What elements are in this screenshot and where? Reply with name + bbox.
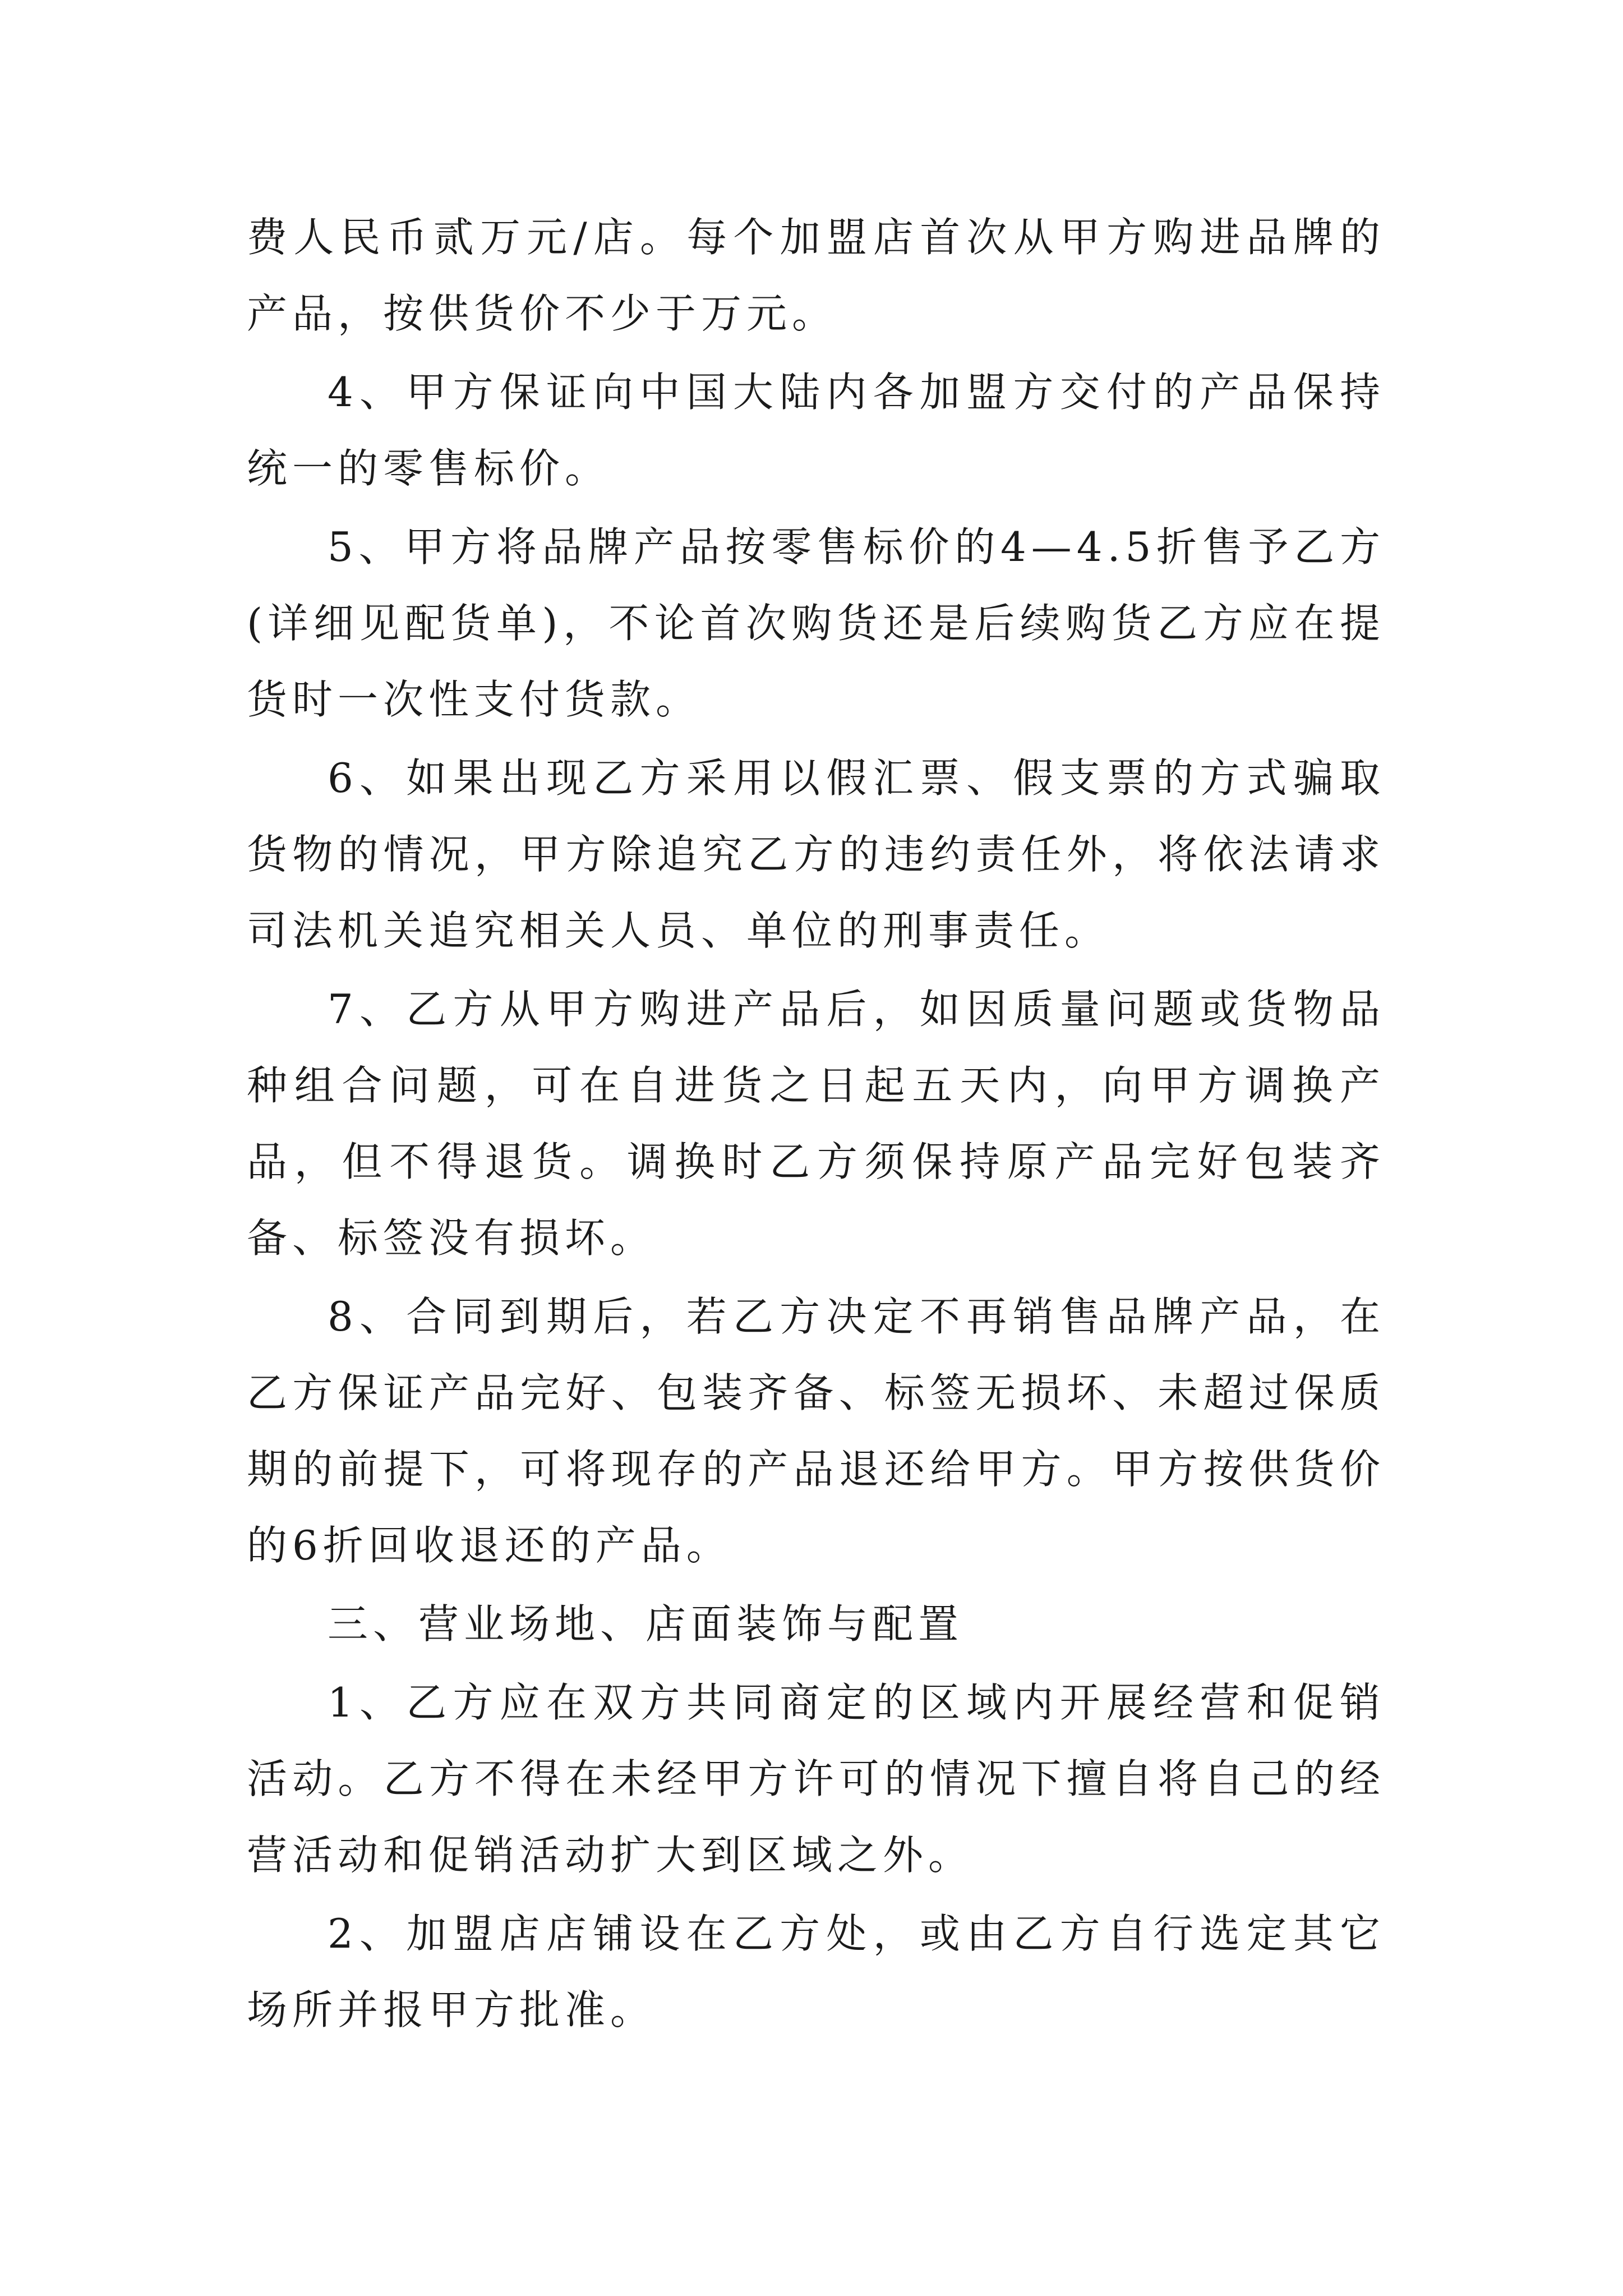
clause-5: 5、甲方将品牌产品按零售标价的4—4.5折售予乙方(详细见配货单)，不论首次购货还是后续购货乙方应在提货时一次性支付货款。: [247, 523, 1385, 723]
paragraph-fee: 费人民币贰万元/店。每个加盟店首次从甲方购进品牌的产品，按供货价不少于万元。: [247, 214, 1385, 337]
clause-7: 7、乙方从甲方购进产品后，如因质量问题或货物品种组合问题，可在自进货之日起五天内，向甲方调换产品，但不得退货。调换时乙方须保持原产品完好包装齐备、标签没有损坏。: [247, 986, 1385, 1262]
clause-4: 4、甲方保证向中国大陆内各加盟方交付的产品保持统一的零售标价。: [247, 369, 1385, 492]
document-body: [247, 199, 1385, 2050]
clause-8: 8、合同到期后，若乙方决定不再销售品牌产品，在乙方保证产品完好、包装齐备、标签无损坏、未超过保质期的前提下，可将现存的产品退还给甲方。甲方按供货价的6折回收退还的产品。: [247, 1293, 1385, 1569]
section-3-clause-1: 1、乙方应在双方共同商定的区域内开展经营和促销活动。乙方不得在未经甲方许可的情况下擅自将自己的经营活动和促销活动扩大到区域之外。: [247, 1679, 1385, 1879]
section-heading-3: 三、营业场地、店面装饰与配置: [328, 1600, 964, 1648]
clause-6: 6、如果出现乙方采用以假汇票、假支票的方式骗取货物的情况，甲方除追究乙方的违约责任外，将依法请求司法机关追究相关人员、单位的刑事责任。: [247, 754, 1385, 954]
section-3-clause-2: 2、加盟店店铺设在乙方处，或由乙方自行选定其它场所并报甲方批准。: [247, 1910, 1385, 2033]
